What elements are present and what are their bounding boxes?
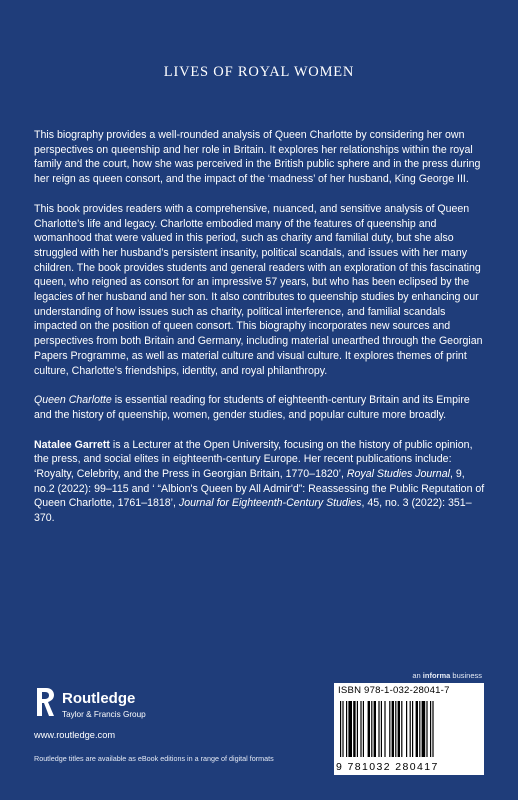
blurb-paragraph-2: This book provides readers with a comprehensive, nuanced, and sensitive analysis of Queen Charlotte’s life and legacy. Charlotte embodied many of the features of queenship and womanhood that were valued in this period, such as charity and familial duty, but she also struggled with her husband’s persistent insanity, political scandals, and issues with her many children. The book provides students and general readers with an exploration of this fascinating queen, who reigned as consort for an impressive 57 years, but who has been eclipsed by the legacies of her husband and her son. It also contributes to queenship studies by enhancing our understanding of how issues such as charity, political interference, and familial scandals impacted on the position of queen consort. This biography incorporates new sources and perspectives from both Britain and Germany, including material unearthed through the Georgian Papers Programme, as well as material culture and visual culture. It explores themes of print culture, Charlotte’s friendships, identity, and royal philanthropy.: [34, 202, 483, 377]
author-bio-text-3: , 45, no. 3 (2022): 351–370.: [34, 497, 472, 525]
isbn-label: ISBN 978-1-032-28041-7: [338, 685, 450, 696]
publisher-group: Taylor & Francis Group: [62, 710, 146, 719]
blurb-paragraph-3: [34, 393, 486, 422]
barcode-number: 9 781032 280417: [336, 761, 439, 773]
book-title-italic: Queen Charlotte: [34, 394, 112, 407]
barcode-panel: [334, 683, 484, 775]
ebook-note: Routledge titles are available as eBook editions in a range of digital formats: [34, 754, 274, 763]
author-bio-text-2: , 9, no.2 (2022): 99–115 and ‘ “Albion's Queen by All Admir'd”: Reassessing the Public Reputation of Queen Charlotte, 1761–1818’,: [34, 468, 485, 510]
blurb: [34, 128, 486, 541]
blurb-paragraph-3-text: is essential reading for students of eighteenth-century Britain and its Empire and the history of queenship, women, gender studies, and popular culture more broadly.: [34, 394, 470, 421]
informa-business-label: [412, 671, 482, 680]
barcode-icon: [340, 701, 478, 757]
informa-prefix: an: [412, 671, 423, 680]
author-bio-text-1: is a Lecturer at the Open University, focusing on the history of public opinion, the press, and social elites in eighteenth-century Europe. Her recent publications include: ‘Royalty, Celebrity, and the Press in Georgian Britain, 1770–1820’,: [34, 438, 473, 481]
routledge-logo-icon: [34, 686, 56, 720]
series-title: LIVES OF ROYAL WOMEN: [163, 64, 355, 80]
author-name: Natalee Garrett: [34, 438, 110, 451]
author-bio: [34, 438, 486, 526]
informa-suffix: business: [450, 671, 482, 680]
publisher-name: Routledge: [62, 690, 136, 707]
informa-brand: informa: [422, 671, 451, 680]
blurb-paragraph-1: This biography provides a well-rounded analysis of Queen Charlotte by considering her own perspectives on queenship and her role in Britain. It explores her relationships within the royal family and the court, how she was perceived in the British public sphere and in the press during her reign as queen consort, and the impact of the ‘madness’ of her husband, King George III.: [34, 129, 481, 186]
journal-title-1: Royal Studies Journal: [346, 468, 450, 481]
publisher-website: www.routledge.com: [34, 730, 116, 740]
journal-title-2: Journal for Eighteenth-Century Studies: [178, 497, 362, 510]
